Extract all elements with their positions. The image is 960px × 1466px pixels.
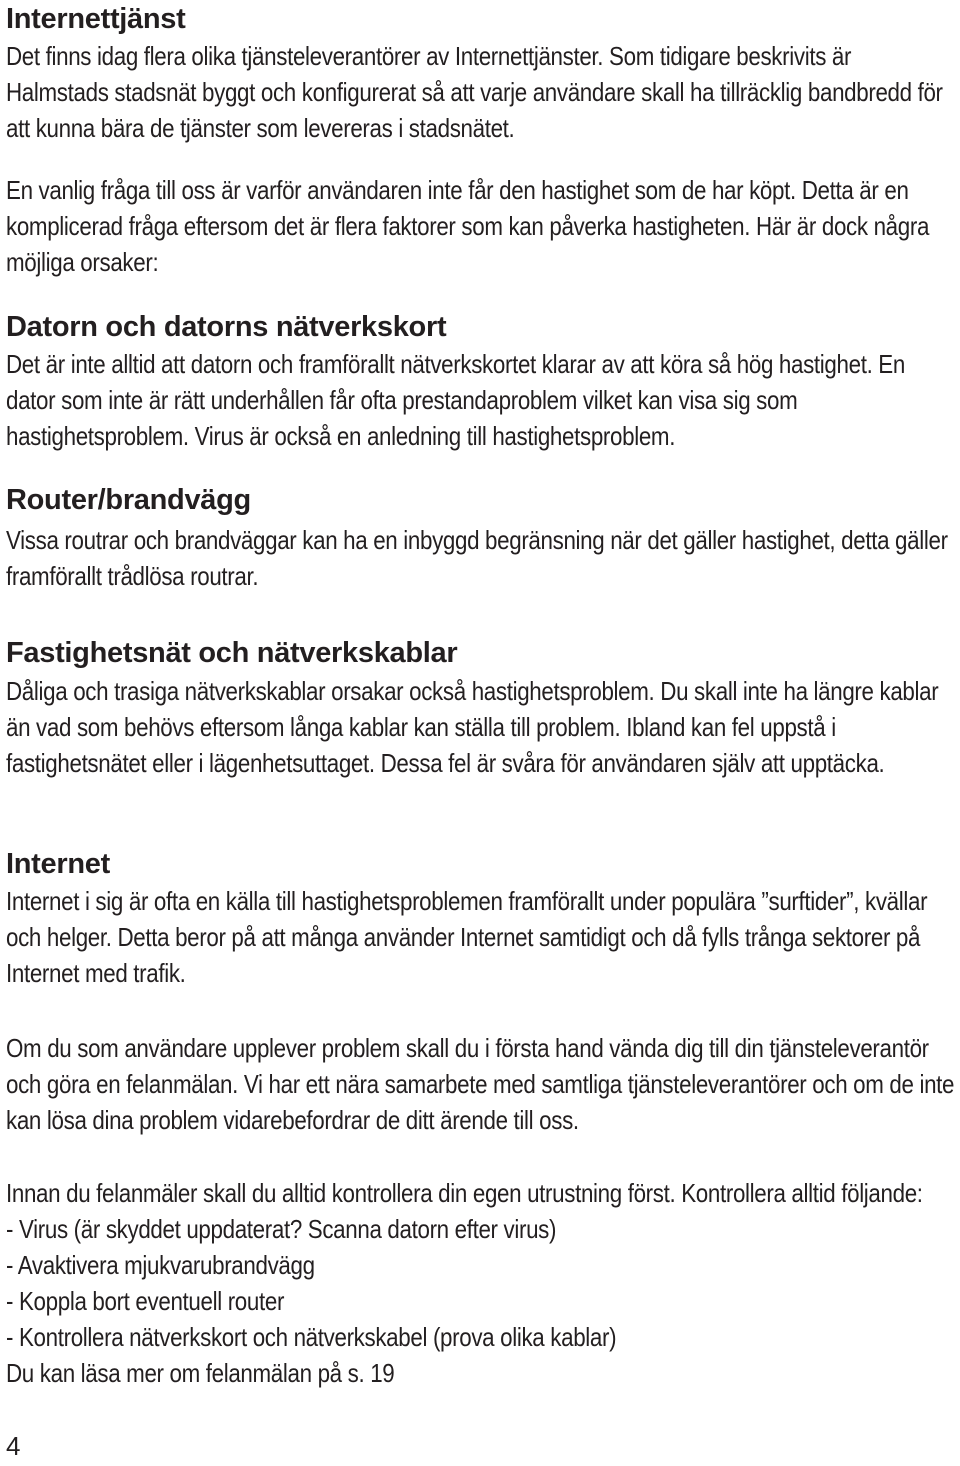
heading-datorn: Datorn och datorns nätverkskort [6, 311, 447, 343]
internet-paragraph: Internet i sig är ofta en källa till hastighetsproblemen framförallt under populära ”surftider”, kvällar och helger. Detta beror på att många använder Internet samtidigt och då fylls trånga sektorer på Internet med trafik. [6, 886, 928, 988]
heading-fastighetsnat: Fastighetsnät och nätverkskablar [6, 637, 458, 669]
contact-paragraph: Om du som användare upplever problem skall du i första hand vända dig till din tjänsteleverantör och göra en felanmälan. Vi har ett nära samarbete med samtliga tjänsteleverantörer och om de inte kan lösa dina problem vidarebefordrar de ditt ärende till oss. [6, 1033, 955, 1135]
checklist-item: - Kontrollera nätverkskort och nätverkskabel (prova olika kablar) [6, 1322, 617, 1352]
checklist-footer: Du kan läsa mer om felanmälan på s. 19 [6, 1358, 395, 1388]
heading-router: Router/brandvägg [6, 484, 251, 516]
heading-internet: Internet [6, 848, 110, 880]
checklist-block [6, 1175, 958, 1391]
datorn-paragraph: Det är inte alltid att datorn och framförallt nätverkskortet klarar av att köra så hög hastighet. En dator som inte är rätt underhållen får ofta prestandaproblem vilket kan visa sig som hastighetsproblem. Virus är också en anledning till hastighetsproblem. [6, 349, 905, 451]
checklist-list [6, 1211, 958, 1355]
intro-paragraph: Det finns idag flera olika tjänsteleverantörer av Internettjänster. Som tidigare beskrivits är Halmstads stadsnät byggt och konfigurerat så att varje användare skall ha tillräcklig bandbredd för att kunna bära de tjänster som levereras i stadsnätet. [6, 41, 943, 143]
checklist-item: - Avaktivera mjukvarubrandvägg [6, 1250, 315, 1280]
page-number: 4 [6, 1431, 21, 1461]
heading-internettjanst: Internettjänst [6, 3, 186, 35]
fastighetsnat-paragraph: Dåliga och trasiga nätverkskablar orsakar också hastighetsproblem. Du skall inte ha längre kablar än vad som behövs eftersom långa kablar kan ställa till problem. Ibland kan fel uppstå i fastighetsnätet eller i lägenhetsuttaget. Dessa fel är svåra för användaren själv att upptäcka. [6, 676, 939, 778]
router-paragraph: Vissa routrar och brandväggar kan ha en inbyggd begränsning när det gäller hastighet, detta gäller framförallt trådlösa routrar. [6, 525, 948, 591]
checklist-intro: Innan du felanmäler skall du alltid kontrollera din egen utrustning först. Kontrollera alltid följande: [6, 1178, 923, 1208]
question-paragraph: En vanlig fråga till oss är varför användaren inte får den hastighet som de har köpt. Detta är en komplicerad fråga eftersom det är flera faktorer som kan påverka hastigheten. Här är dock några möjliga orsaker: [6, 175, 930, 277]
checklist-item: - Koppla bort eventuell router [6, 1286, 285, 1316]
checklist-item: - Virus (är skyddet uppdaterat? Scanna datorn efter virus) [6, 1214, 557, 1244]
